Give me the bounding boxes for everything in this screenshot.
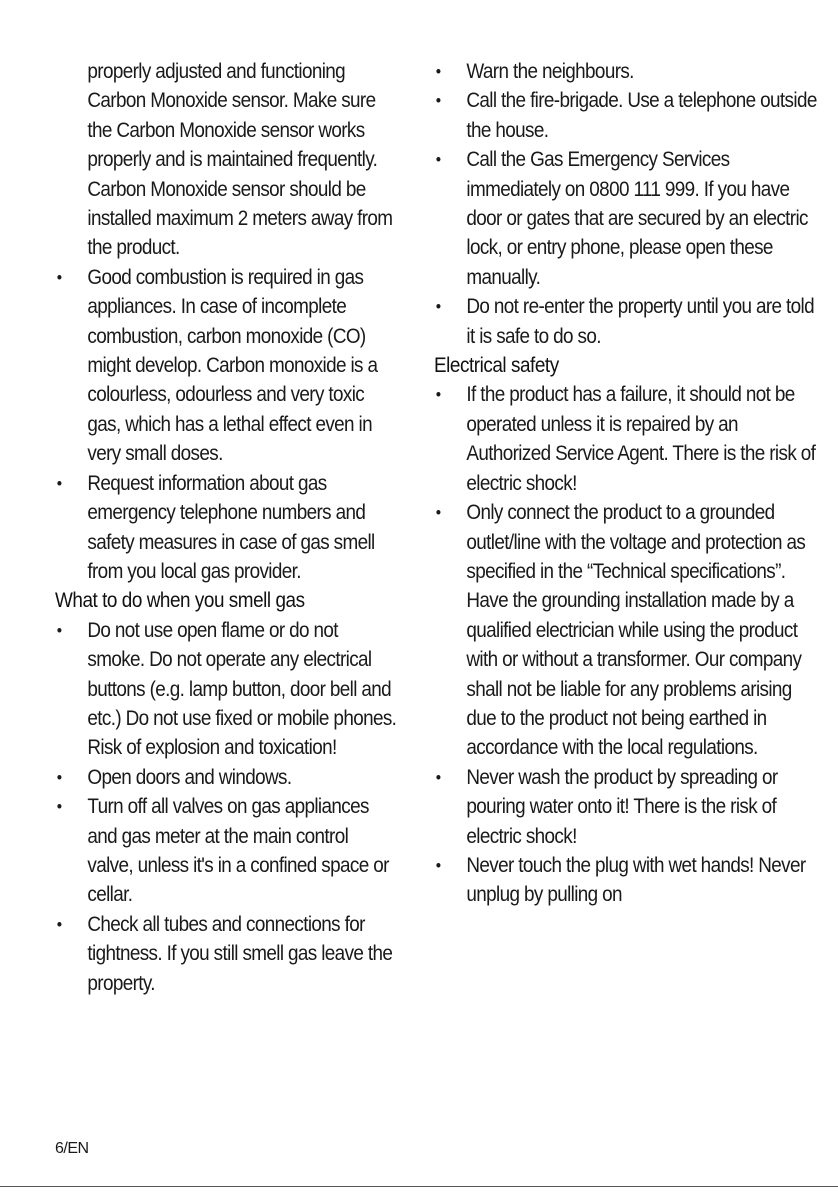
section-heading-smell-gas: What to do when you smell gas: [55, 589, 305, 613]
list-item-text: Call the Gas Emergency Services immediately on 0800 111 999. If you have door or gates that are secured by an electric lock, or entry phone, please open these manually.: [466, 148, 808, 289]
bullet-icon: •: [435, 855, 441, 875]
section-heading-electrical-safety: Electrical safety: [434, 354, 559, 378]
continuation-paragraph: properly adjusted and functioning Carbon Monoxide sensor. Make sure the Carbon Monoxide sensor works properly and is maintained frequently. Carbon Monoxide sensor should be installed maximum 2 meters away from the product.: [87, 60, 393, 260]
list-item: [55, 792, 398, 910]
bullet-icon: •: [435, 297, 441, 317]
bullet-icon: •: [435, 503, 441, 523]
list-item: [434, 292, 822, 351]
list-item: [434, 763, 822, 851]
list-item-text: Good combustion is required in gas appliances. In case of incomplete combustion, carbon monoxide (CO) might develop. Carbon monoxide is a colourless, odourless and very toxic gas, which has a lethal effect even in very small doses.: [87, 265, 378, 466]
list-item: [434, 57, 822, 86]
list-item-text: Check all tubes and connections for tightness. If you still smell gas leave the property.: [87, 912, 393, 995]
bullet-icon: •: [56, 267, 62, 287]
list-item-text: Request information about gas emergency telephone numbers and safety measures in case of gas smell from you local gas provider.: [87, 471, 375, 583]
list-item-text: Open doors and windows.: [87, 765, 292, 789]
list-item-text: Warn the neighbours.: [466, 60, 634, 83]
list-item-text: Do not use open flame or do not smoke. Do not operate any electrical buttons (e.g. lamp button, door bell and etc.) Do not use fixed or mobile phones. Risk of explosion and toxication!: [87, 618, 397, 760]
bullet-icon: •: [435, 91, 441, 111]
list-item-text: Never touch the plug with wet hands! Never unplug by pulling on: [466, 853, 806, 907]
bottom-divider: [0, 1186, 838, 1187]
bullet-icon: •: [435, 150, 441, 170]
bullet-icon: •: [56, 797, 62, 817]
bullet-icon: •: [56, 620, 62, 640]
list-item-text: Turn off all valves on gas appliances and gas meter at the main control valve, unless it's in a confined space or cellar.: [87, 795, 389, 907]
list-item: [55, 469, 398, 587]
list-item: [55, 263, 398, 469]
bullet-icon: •: [435, 62, 441, 81]
bullet-icon: •: [56, 473, 62, 493]
list-item-text: Do not re-enter the property until you are told it is safe to do so.: [466, 295, 814, 348]
list-item: [55, 910, 398, 998]
list-item: [434, 851, 822, 910]
list-item: [434, 498, 822, 763]
list-item: [434, 145, 822, 292]
bullet-icon: •: [435, 385, 441, 405]
right-column: [434, 57, 834, 910]
list-item-text: Never wash the product by spreading or pouring water onto it! There is the risk of electric shock!: [466, 765, 778, 848]
left-column: [55, 57, 415, 998]
list-item-text: If the product has a failure, it should not be operated unless it is repaired by an Authorized Service Agent. There is the risk of electric shock!: [466, 383, 816, 495]
page-number: 6/EN: [55, 1140, 89, 1157]
list-item-text: Only connect the product to a grounded outlet/line with the voltage and protection as specified in the “Technical specifications”. Have the grounding installation made by a qualified electrician while using the product with or without a transformer. Our company shall not be liable for any problems arising due to the product not being earthed in accordance with the local regulations.: [466, 501, 806, 760]
list-item-text: Call the fire-brigade. Use a telephone outside the house.: [466, 89, 817, 142]
list-item: [434, 380, 822, 498]
list-item: [434, 86, 822, 145]
bullet-icon: •: [56, 767, 62, 787]
list-item: [55, 616, 398, 763]
list-item: [55, 763, 398, 792]
bullet-icon: •: [56, 914, 62, 934]
bullet-icon: •: [435, 767, 441, 787]
